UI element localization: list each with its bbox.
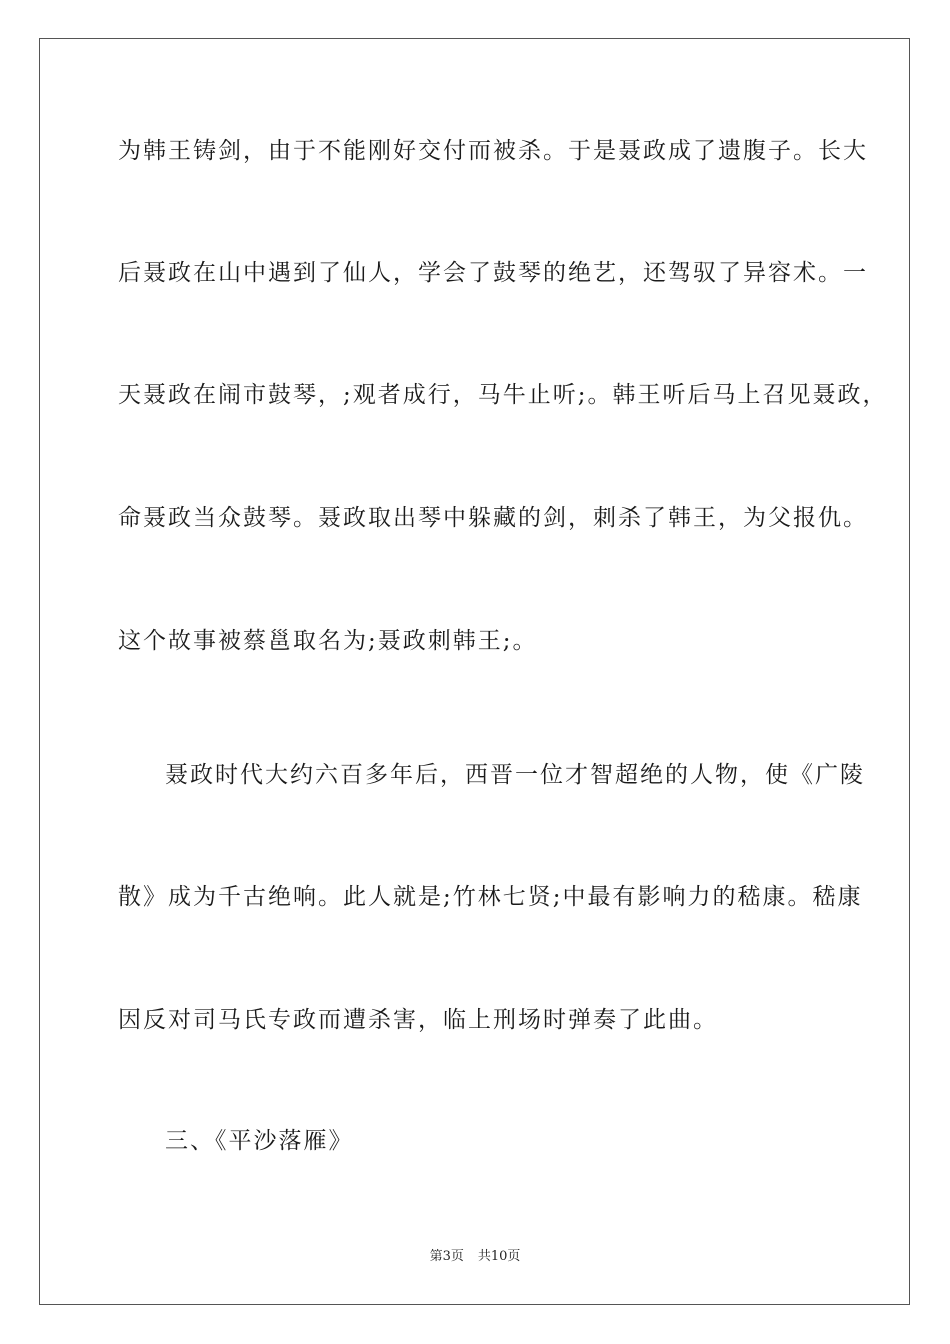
text-line: 散》成为千古绝响。此人就是;竹林七贤;中最有影响力的嵇康。嵇康 <box>118 884 863 910</box>
text-line: 因反对司马氏专政而遭杀害，临上刑场时弹奏了此曲。 <box>118 1007 718 1033</box>
text-line: 这个故事被蔡邕取名为;聂政刺韩王;。 <box>118 628 538 654</box>
section-heading: 三、《平沙落雁》 <box>165 1128 354 1154</box>
page-border <box>39 38 910 1305</box>
text-line: 后聂政在山中遇到了仙人，学会了鼓琴的绝艺，还驾驭了异容术。一 <box>118 260 868 286</box>
total-pages: 共10页 <box>477 1249 521 1264</box>
text-line: 聂政时代大约六百多年后，西晋一位才智超绝的人物，使《广陵 <box>165 762 865 788</box>
page-footer <box>0 1248 950 1266</box>
text-line: 为韩王铸剑，由于不能刚好交付而被杀。于是聂政成了遗腹子。长大 <box>118 138 868 164</box>
page-number: 第3页 <box>429 1249 464 1264</box>
text-line: 命聂政当众鼓琴。聂政取出琴中躲藏的剑，刺杀了韩王，为父报仇。 <box>118 505 868 531</box>
text-line: 天聂政在闹市鼓琴，;观者成行，马牛止听;。韩王听后马上召见聂政， <box>118 382 888 408</box>
